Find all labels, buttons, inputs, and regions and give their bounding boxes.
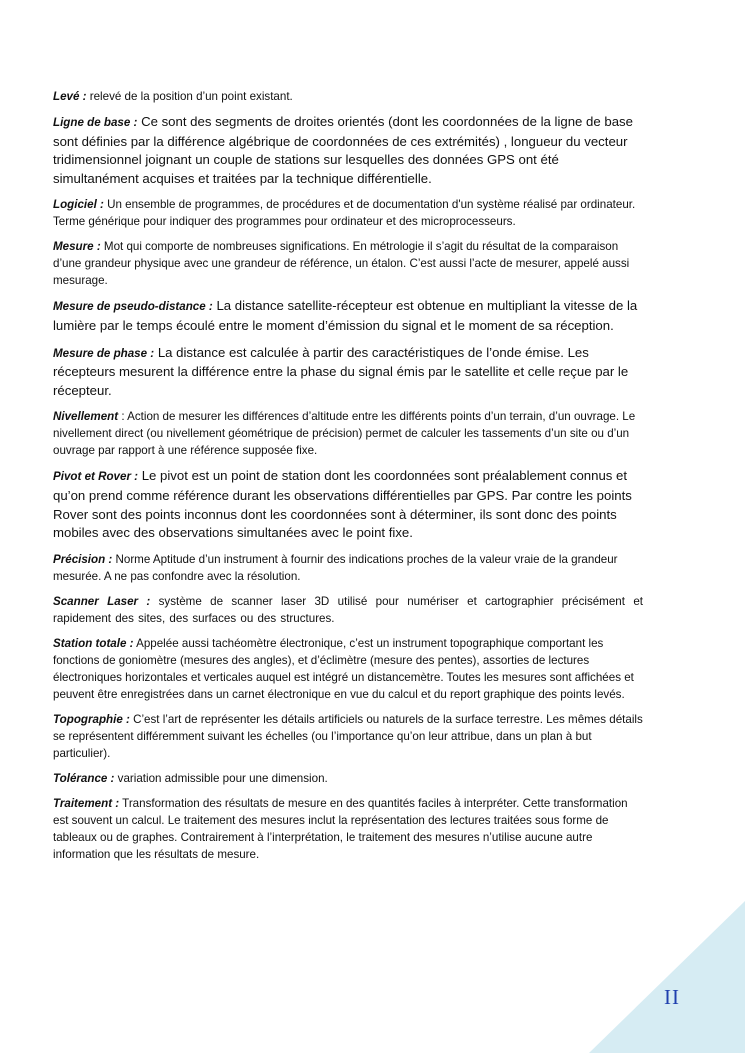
glossary-entry-pseudo-distance (53, 297, 643, 335)
glossary-term: Scanner Laser : (53, 594, 151, 608)
glossary-term: Mesure : (53, 240, 101, 254)
glossary-term: Logiciel : (53, 198, 104, 212)
glossary-term: Nivellement (53, 410, 119, 424)
glossary-term: Précision : (53, 552, 113, 566)
glossary-entry-topographie (53, 711, 643, 762)
glossary-entry-tolerance (53, 770, 643, 787)
glossary-term: Tolérance : (53, 771, 115, 785)
glossary-definition: Transformation des résultats de mesure en des quantités faciles à interpréter. Cette transformation est souvent un calcul. Le traitement des mesures inclut la représentation des lectures traitées sous forme de tableaux ou de graphes. Contrairement à l’interprétation, le traitement des mesures n’utilise aucune autre information que les résultats de mesure. (53, 796, 628, 861)
glossary-entry-logiciel (53, 196, 643, 230)
glossary-definition: La distance est calculée à partir des caractéristiques de l’onde émise. Les récepteurs mesurent la différence entre la phase du signal émis par le satellite et celle reçue par le récepteur. (53, 344, 629, 398)
glossary-term: Pivot et Rover : (53, 470, 139, 484)
glossary-definition: système de scanner laser 3D utilisé pour numériser et cartographier précisément et rapidement des sites, des surfaces ou des structures. (53, 594, 643, 625)
glossary-entry-ligne-de-base (53, 113, 643, 188)
corner-decoration (589, 901, 745, 1053)
glossary-entry-station-totale (53, 635, 643, 703)
glossary-entry-nivellement (53, 408, 643, 459)
glossary-definition: Un ensemble de programmes, de procédures et de documentation d'un système réalisé par ordinateur. Terme générique pour indiquer des programmes pour ordinateur et des microprocesseurs. (53, 198, 636, 229)
glossary-definition: La distance satellite-récepteur est obtenue en multipliant la vitesse de la lumière par le temps écoulé entre le moment d’émission du signal et le moment de sa réception. (53, 298, 638, 333)
glossary-entry-precision (53, 551, 643, 585)
glossary-entry-leve (53, 88, 643, 105)
glossary-body (53, 88, 643, 871)
glossary-term: Traitement : (53, 796, 120, 810)
glossary-definition: relevé de la position d’un point existant. (86, 90, 293, 103)
glossary-definition: Norme Aptitude d’un instrument à fournir des indications proches de la valeur vraie de la grandeur mesurée. A ne pas confondre avec la résolution. (53, 552, 618, 583)
glossary-definition: Le pivot est un point de station dont les coordonnées sont préalablement connus et qu’on prend comme référence durant les observations différentielles par GPS. Par contre les points Rover sont des points inconnus dont les coordonnées sont à déterminer, ils sont donc des points mobiles avec des observations simultanées avec le point fixe. (53, 468, 632, 541)
glossary-definition: variation admissible pour une dimension. (114, 771, 328, 785)
glossary-entry-scanner-laser (53, 593, 643, 627)
glossary-term: Topographie : (53, 712, 130, 726)
glossary-term: Mesure de phase : (53, 346, 155, 360)
glossary-term: Ligne de base : (53, 116, 138, 129)
glossary-definition: C’est l’art de représenter les détails artificiels ou naturels de la surface terrestre. Les mêmes détails se représentent différemment suivant les échelles (ou l’importance qu’on leur attribue, dans un plan à but particulier). (53, 712, 643, 760)
glossary-term: Levé : (53, 90, 87, 103)
glossary-definition: Ce sont des segments de droites orientés (dont les coordonnées de la ligne de base sont définies par la différence algébrique de coordonnées de ces extrémités) , longueur du vecteur tridimensionnel joignant un couple de stations sur lesquelles des données GPS ont été simultanément acquises et traitées par la technique différentielle. (53, 114, 633, 186)
glossary-definition: Mot qui comporte de nombreuses significations. En métrologie il s’agit du résultat de la comparaison d’une grandeur physique avec une grandeur de référence, un étalon. C’est aussi l’acte de mesurer, appelé aussi mesurage. (53, 240, 630, 288)
glossary-entry-traitement (53, 795, 643, 863)
glossary-entry-mesure (53, 238, 643, 289)
glossary-term: Mesure de pseudo-distance : (53, 300, 213, 314)
page-number: II (664, 985, 680, 1009)
corner-triangle (589, 901, 745, 1053)
glossary-entry-pivot-rover (53, 467, 643, 542)
glossary-definition: : Action de mesurer les différences d’altitude entre les différents points d’un terrain, d’un ouvrage. Le nivellement direct (ou nivellement géométrique de précision) permet de calculer les tassements d’un site ou d’un ouvrage par rapport à une référence supposée fixe. (53, 410, 636, 458)
glossary-term: Station totale : (53, 636, 134, 650)
glossary-definition: Appelée aussi tachéomètre électronique, c’est un instrument topographique comportant les fonctions de goniomètre (mesures des angles), et d’éclimètre (mesure des pentes), assorties de lectures électroniques horizontales et verticales auquel est intégré un distancemètre. Toutes les mesures sont affichées et peuvent être enregistrées dans un carnet électronique en vue du calcul et du report graphique des points levés. (53, 636, 634, 701)
glossary-entry-mesure-de-phase (53, 344, 643, 401)
